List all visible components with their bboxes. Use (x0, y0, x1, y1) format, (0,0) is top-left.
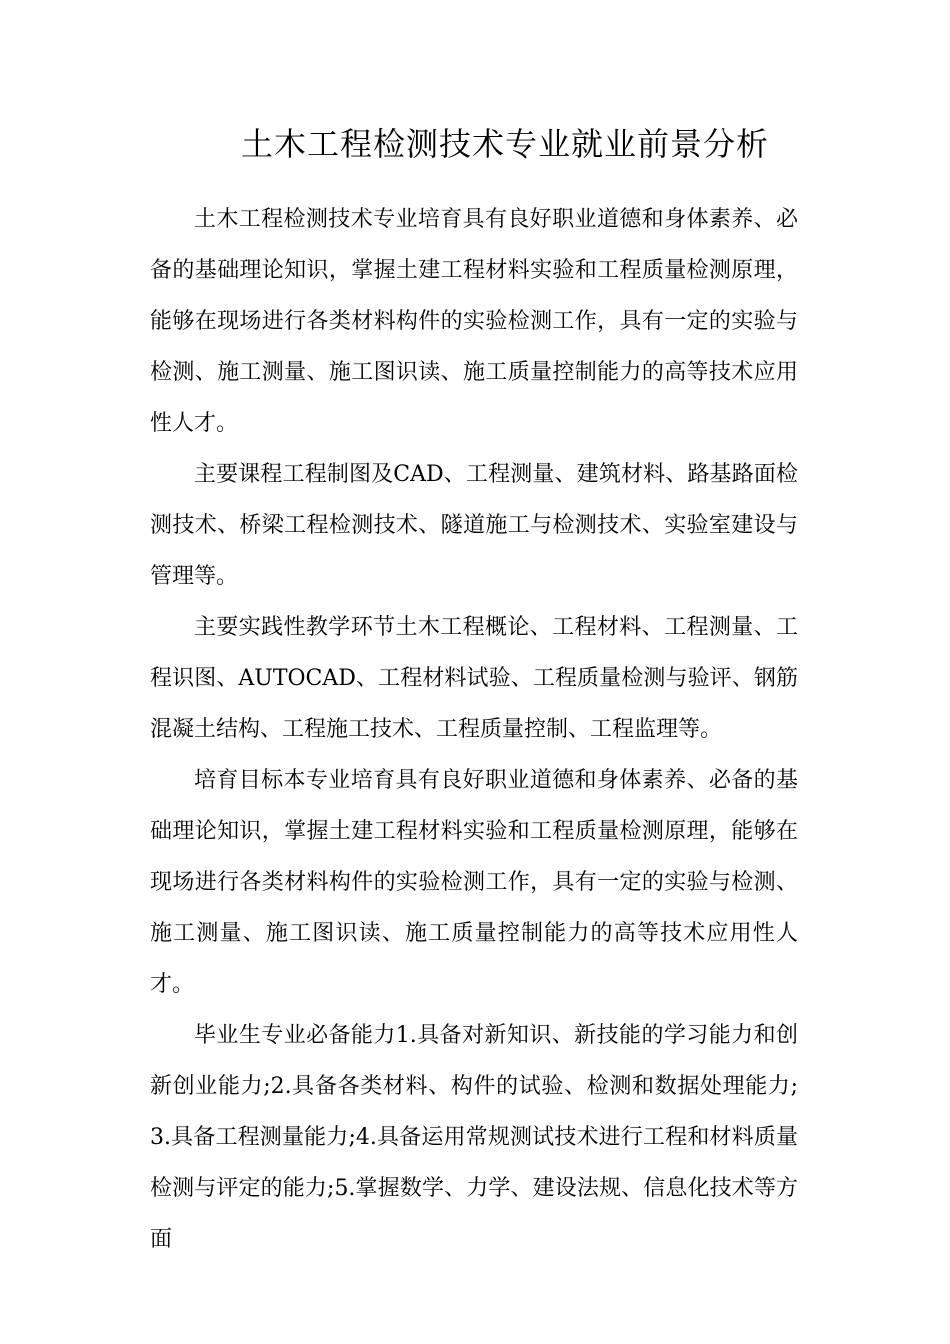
paragraph-practical-teaching: 主要实践性教学环节土木工程概论、工程材料、工程测量、工程识图、AUTOCAD、工程材料试验、工程质量检测与验评、钢筋混凝土结构、工程施工技术、工程质量控制、工程监理等。 (150, 615, 798, 742)
paragraph-training-goals: 培育目标本专业培育具有良好职业道德和身体素养、必备的基础理论知识，掌握土建工程材料实验和工程质量检测原理，能够在现场进行各类材料构件的实验检测工作，具有一定的实验与检测、施工测量、施工图识读、施工质量控制能力的高等技术应用性人才。 (150, 768, 798, 997)
paragraph-intro: 土木工程检测技术专业培育具有良好职业道德和身体素养、必备的基础理论知识，掌握土建工程材料实验和工程质量检测原理，能够在现场进行各类材料构件的实验检测工作，具有一定的实验与检测、施工测量、施工图识读、施工质量控制能力的高等技术应用性人才。 (150, 207, 798, 436)
document-title: 土木工程检测技术专业就业前景分析 (240, 125, 769, 163)
paragraph-main-courses: 主要课程工程制图及CAD、工程测量、建筑材料、路基路面检测技术、桥梁工程检测技术、隧道施工与检测技术、实验室建设与管理等。 (150, 462, 798, 589)
document-body (150, 194, 798, 1265)
paragraph-graduate-abilities: 毕业生专业必备能力1.具备对新知识、新技能的学习能力和创新创业能力;2.具备各类材料、构件的试验、检测和数据处理能力;3.具备工程测量能力;4.具备运用常规测试技术进行工程和材料质量检测与评定的能力;5.掌握数学、力学、建设法规、信息化技术等方面 (150, 1023, 798, 1252)
